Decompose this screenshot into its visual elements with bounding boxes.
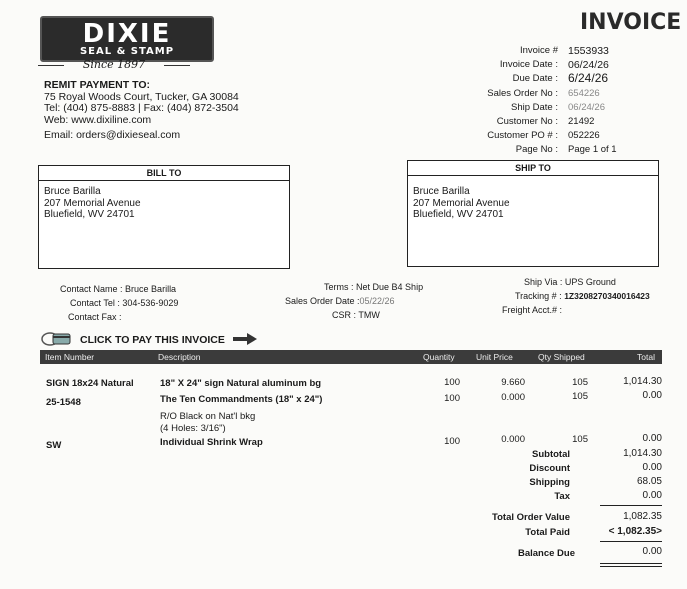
invoice-title: INVOICE (580, 10, 682, 35)
row-item: SIGN 18x24 Natural (46, 378, 134, 389)
col-unit-price: Unit Price (476, 352, 513, 362)
remit-block (44, 80, 239, 142)
row-total: 0.00 (642, 390, 662, 401)
discount-label: Discount (529, 463, 570, 474)
row-total: 0.00 (642, 433, 662, 444)
shipping-value: 68.05 (636, 476, 662, 487)
col-quantity: Quantity (423, 352, 455, 362)
total-paid-value: < 1,082.35> (608, 526, 662, 537)
meta-page-no: Page No : Page 1 of 1 (515, 144, 617, 155)
so-date-row: Sales Order Date :05/22/26 (285, 296, 395, 306)
row-note: (4 Holes: 3/16") (160, 423, 226, 434)
balance-double-rule (600, 566, 662, 567)
credit-card-icon[interactable] (40, 330, 72, 346)
row-note: R/O Black on Nat'l bkg (160, 411, 256, 422)
subtotal-label: Subtotal (532, 449, 570, 460)
row-description: The Ten Commandments (18" x 24") (160, 394, 323, 405)
balance-due-label: Balance Due (517, 548, 575, 559)
total-paid-label: Total Paid (525, 527, 570, 538)
row-description: Individual Shrink Wrap (160, 437, 263, 448)
ship-to-city: Bluefield, WV 24701 (413, 209, 504, 220)
totals-divider (600, 541, 662, 542)
bill-to-street: 207 Memorial Avenue (44, 197, 141, 209)
invoice-meta (480, 45, 680, 158)
balance-due-value: 0.00 (642, 546, 662, 557)
row-unit-price: 9.660 (501, 377, 525, 388)
arrow-right-icon (233, 333, 257, 345)
ship-to-name: Bruce Barilla (413, 186, 470, 197)
contact-block (60, 282, 260, 324)
remit-phone: Tel: (404) 875-8883 | Fax: (404) 872-3504 (44, 102, 239, 115)
row-unit-price: 0.000 (501, 434, 525, 445)
contact-name-row: Contact Name : Bruce Barilla (60, 284, 177, 294)
logo-subtitle: SEAL & STAMP (79, 46, 175, 57)
col-total: Total (637, 352, 655, 362)
bill-to-box (38, 165, 290, 269)
row-item: SW (46, 440, 62, 451)
row-quantity: 100 (444, 436, 460, 447)
balance-double-rule (600, 563, 662, 564)
company-logo (40, 16, 214, 62)
discount-value: 0.00 (642, 462, 662, 473)
freight-row: Freight Acct.# : (502, 305, 563, 315)
remit-address: 75 Royal Woods Court, Tucker, GA 30084 (44, 90, 239, 103)
totals-divider (600, 505, 662, 506)
order-block (285, 280, 485, 322)
col-description: Description (158, 352, 201, 362)
meta-due-date: Due Date : 6/24/26 (512, 71, 609, 85)
meta-customer-no: Customer No : 21492 (496, 116, 595, 127)
row-qty-shipped: 105 (572, 391, 588, 402)
shipping-block (502, 275, 682, 317)
remit-web[interactable]: Web: www.dixiline.com (44, 114, 152, 127)
row-item: 25-1548 (46, 397, 81, 408)
row-quantity: 100 (444, 377, 460, 388)
tracking-row[interactable]: Tracking # : 1Z3208270340016423 (515, 291, 650, 301)
csr-row: CSR : TMW (332, 310, 380, 320)
ship-to-header: SHIP TO (408, 161, 658, 176)
terms-row: Terms : Net Due B4 Ship (324, 282, 424, 292)
ship-to-street: 207 Memorial Avenue (413, 197, 510, 209)
tax-label: Tax (554, 491, 570, 502)
col-qty-shipped: Qty Shipped (538, 352, 585, 362)
subtotal-value: 1,014.30 (623, 448, 662, 459)
row-qty-shipped: 105 (572, 377, 588, 388)
ship-via-row: Ship Via : UPS Ground (524, 277, 616, 287)
row-qty-shipped: 105 (572, 434, 588, 445)
logo-name: DIXIE (82, 19, 172, 49)
contact-tel-row: Contact Tel : 304-536-9029 (70, 298, 179, 308)
meta-invoice-date: Invoice Date : 06/24/26 (499, 59, 609, 71)
row-unit-price: 0.000 (501, 392, 525, 403)
remit-title: REMIT PAYMENT TO: (44, 79, 150, 91)
row-description: 18" X 24" sign Natural aluminum bg (160, 378, 322, 389)
remit-email[interactable]: Email: orders@dixieseal.com (44, 128, 181, 141)
meta-sales-order: Sales Order No : 654226 (487, 88, 600, 99)
col-item-number: Item Number (45, 352, 95, 362)
pay-invoice-link[interactable]: CLICK TO PAY THIS INVOICE (80, 334, 225, 346)
ship-to-box (407, 160, 659, 267)
line-items-header (40, 350, 662, 364)
bill-to-header: BILL TO (39, 166, 289, 181)
shipping-label: Shipping (529, 477, 570, 488)
row-quantity: 100 (444, 393, 460, 404)
order-value: 1,082.35 (623, 511, 662, 522)
tax-value: 0.00 (642, 490, 662, 501)
contact-fax-row: Contact Fax : (68, 312, 122, 322)
meta-customer-po: Customer PO # : 052226 (487, 130, 600, 141)
order-value-label: Total Order Value (492, 512, 570, 523)
logo-since: Since 1897 (44, 58, 184, 71)
bill-to-city: Bluefield, WV 24701 (44, 209, 135, 220)
meta-ship-date: Ship Date : 06/24/26 (511, 102, 605, 113)
bill-to-name: Bruce Barilla (44, 186, 101, 197)
row-total: 1,014.30 (623, 376, 662, 387)
meta-invoice-number: Invoice # 1553933 (519, 45, 609, 57)
